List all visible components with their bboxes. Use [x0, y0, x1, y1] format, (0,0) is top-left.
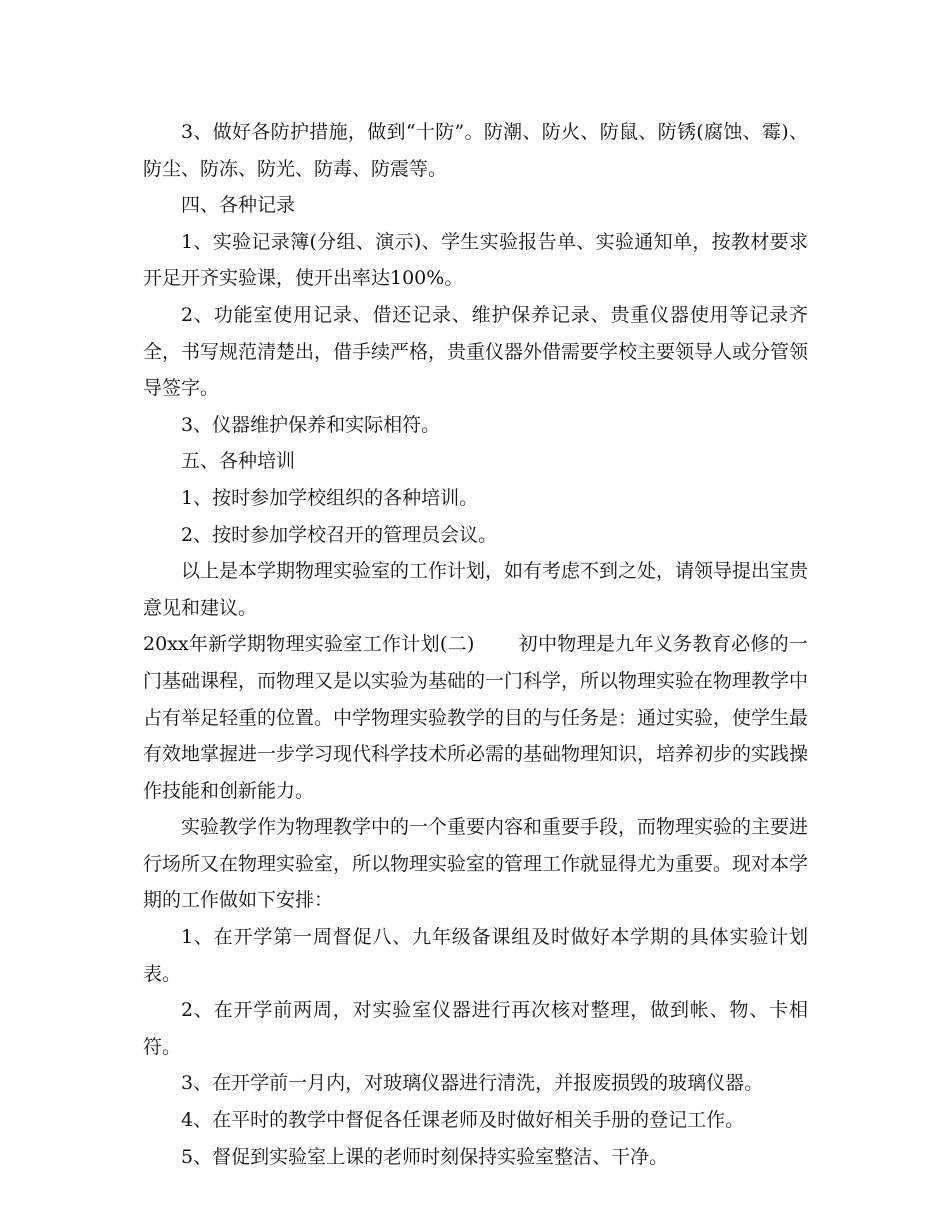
- list-item-2: 2、在开学前两周，对实验室仪器进行再次核对整理，做到帐、物、卡相符。: [143, 999, 808, 1058]
- heading-training: 五、各种培训: [181, 450, 296, 473]
- paragraph-training-1: 1、按时参加学校组织的各种培训。: [181, 486, 479, 509]
- list-item-1: 1、在开学第一周督促八、九年级备课组及时做好本学期的具体实验计划表。: [143, 926, 808, 985]
- section-two-intro: [143, 626, 808, 809]
- paragraph-ten-protections: 3、做好各防护措施，做到“十防”。防潮、防火、防鼠、防锈(腐蚀、霉)、防尘、防冻、防光、防毒、防震等。: [143, 121, 808, 180]
- paragraph-maintenance: 3、仪器维护保养和实际相符。: [181, 413, 441, 436]
- section-intro-text: 初中物理是九年义务教育必修的一门基础课程，而物理又是以实验为基础的一门科学，所以物理实验在物理教学中占有举足轻重的位置。中学物理实验教学的目的与任务是：通过实验，使学生最有效地掌握进一步学习现代科学技术所必需的基础物理知识，培养初步的实践操作技能和创新能力。: [143, 633, 809, 802]
- list-item-5: 5、督促到实验室上课的老师时刻保持实验室整洁、干净。: [181, 1145, 669, 1168]
- paragraph-training-2: 2、按时参加学校召开的管理员会议。: [181, 523, 498, 546]
- paragraph-function-room-records: 2、功能室使用记录、借还记录、维护保养记录、贵重仪器使用等记录齐全，书写规范清楚出，借手续严格，贵重仪器外借需要学校主要领导人或分管领导签字。: [143, 303, 809, 400]
- paragraph-record-books: 1、实验记录簿(分组、演示)、学生实验报告单、实验通知单，按教材要求开足开齐实验课，使开出率达100%。: [143, 230, 808, 290]
- heading-records: 四、各种记录: [181, 194, 296, 217]
- paragraph-closing: 以上是本学期物理实验室的工作计划，如有考虑不到之处，请领导提出宝贵意见和建议。: [143, 560, 809, 619]
- list-item-4: 4、在平时的教学中督促各任课老师及时做好相关手册的登记工作。: [181, 1109, 745, 1132]
- section-title: 20xx年新学期物理实验室工作计划(二): [143, 633, 475, 656]
- document-body: [143, 114, 808, 1175]
- list-item-3: 3、在开学前一月内，对玻璃仪器进行清洗，并报废损毁的玻璃仪器。: [181, 1072, 764, 1095]
- paragraph-lab-importance: 实验教学作为物理教学中的一个重要内容和重要手段，而物理实验的主要进行场所又在物理实验室，所以物理实验室的管理工作就显得尤为重要。现对本学期的工作做如下安排：: [143, 816, 809, 912]
